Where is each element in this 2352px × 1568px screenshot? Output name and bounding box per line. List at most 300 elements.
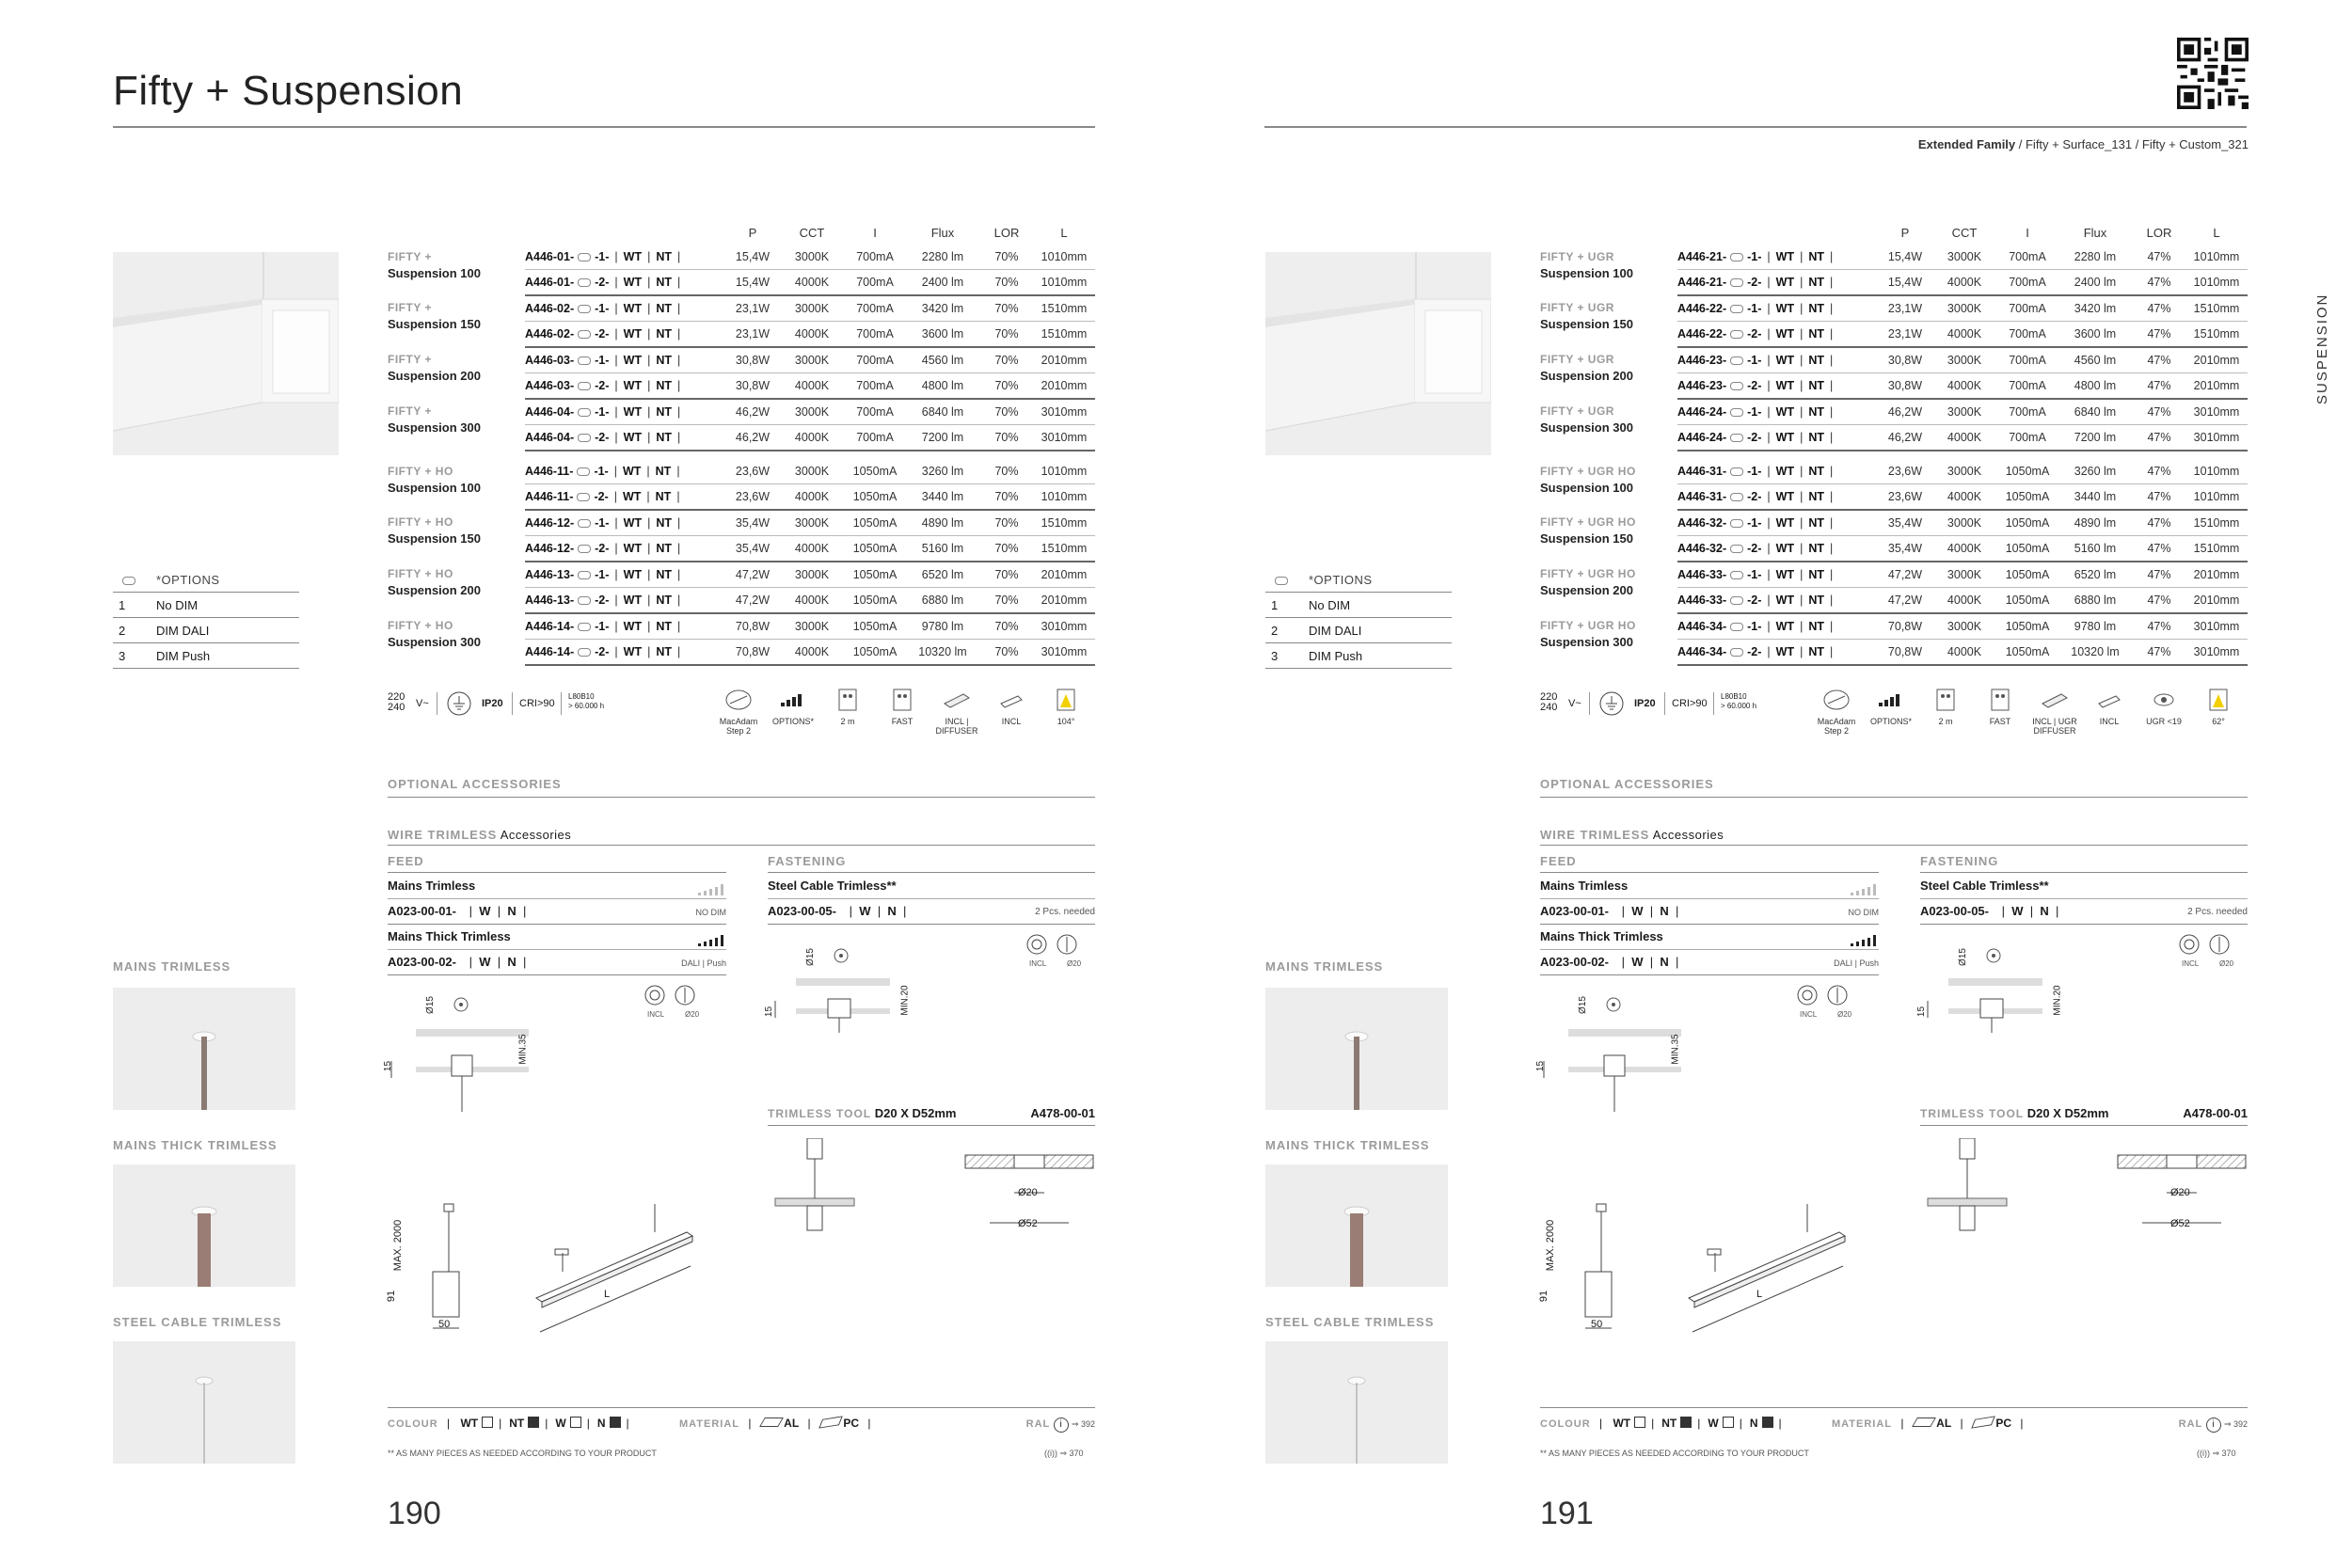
trimless-tool-item[interactable]: TRIMLESS TOOL D20 X D52mm A478-00-01 — [1920, 1106, 2248, 1120]
cell-l: 3010mm — [2185, 640, 2248, 666]
cell-flux: 10320 lm — [2058, 640, 2133, 666]
macadam-icon-glyph — [724, 689, 753, 711]
options-icon — [578, 278, 591, 287]
lifetime: L80B10 > 60.000 h — [1721, 692, 1757, 710]
mains-thick-trimless-item[interactable]: Mains Thick Trimless — [388, 929, 726, 943]
product-name: FIFTY + HO Suspension 150 — [388, 515, 481, 546]
product-code: A446-11- -1- | WT | NT | — [525, 459, 726, 484]
cell-p: 23,1W — [726, 322, 779, 348]
product-code: A446-31- -1- | WT | NT | — [1677, 459, 1879, 484]
product-code: A446-12- -1- | WT | NT | — [525, 510, 726, 536]
cell-lor: 70% — [980, 640, 1033, 666]
options-icon-glyph — [779, 689, 807, 711]
ip-rating: IP20 — [482, 698, 503, 709]
wire-trimless-heading: WIRE TRIMLESS Accessories — [388, 828, 572, 842]
options-icon — [578, 596, 591, 605]
ral-reference[interactable]: RAL i ⇒ 392 — [2179, 1417, 2248, 1433]
cell-lor: 47% — [2133, 459, 2185, 484]
steel-cable-trimless-photo — [1265, 1341, 1448, 1464]
colour-option[interactable]: NT | — [1661, 1417, 1701, 1430]
cell-flux: 4800 lm — [2058, 373, 2133, 400]
cell-l: 3010mm — [1033, 399, 1095, 425]
options-icon — [1730, 408, 1743, 417]
cell-flux: 4800 lm — [905, 373, 980, 400]
cell-l: 2010mm — [1033, 588, 1095, 614]
colour-swatch — [610, 1417, 621, 1428]
extended-family-links[interactable]: / Fifty + Surface_131 / Fifty + Custom_321 — [2015, 137, 2249, 151]
cell-p: 23,1W — [1879, 322, 1931, 348]
cell-lor: 70% — [980, 295, 1033, 322]
product-code: A446-04- -2- | WT | NT | — [525, 425, 726, 451]
cell-lor: 47% — [2133, 510, 2185, 536]
options-icon — [122, 577, 135, 585]
spec-table — [1540, 220, 2248, 666]
column-header: P — [1900, 225, 1910, 240]
table-row[interactable] — [388, 459, 1095, 484]
cell-lor: 70% — [980, 588, 1033, 614]
product-name: FIFTY + UGR HO Suspension 300 — [1540, 619, 1636, 649]
cell-l: 2010mm — [1033, 347, 1095, 373]
product-name: FIFTY + UGR Suspension 300 — [1540, 404, 1633, 435]
column-header: LOR — [2146, 225, 2172, 240]
cell-cct: 3000K — [1931, 347, 1997, 373]
table-row[interactable] — [1540, 245, 2248, 270]
spec-icons — [1540, 689, 2248, 745]
diffuser-icon: INCL | DIFFUSER — [931, 689, 982, 736]
options-icon — [1275, 577, 1288, 585]
options-icon — [578, 356, 591, 365]
page-title: Fifty + Suspension — [113, 68, 464, 114]
cell-cct: 3000K — [779, 459, 845, 484]
cable-icon-glyph — [1931, 689, 1960, 711]
cell-p: 15,4W — [726, 270, 779, 296]
product-code: A446-01- -2- | WT | NT | — [525, 270, 726, 296]
incl-d20-icons — [2176, 933, 2233, 961]
class1-ground-icon — [1598, 690, 1625, 717]
diffuser-icon-glyph — [2041, 689, 2069, 711]
cell-cct: 3000K — [1931, 613, 1997, 640]
cell-p: 35,4W — [1879, 510, 1931, 536]
cell-p: 46,2W — [1879, 399, 1931, 425]
trimless-tool-item[interactable]: TRIMLESS TOOL D20 X D52mm A478-00-01 — [768, 1106, 1095, 1120]
cell-flux: 2280 lm — [905, 245, 980, 270]
product-name: FIFTY + HO Suspension 200 — [388, 567, 481, 597]
cell-flux: 7200 lm — [905, 425, 980, 451]
cell-flux: 7200 lm — [2058, 425, 2133, 451]
product-code: A446-23- -1- | WT | NT | — [1677, 347, 1879, 373]
cell-i: 1050mA — [1997, 510, 2058, 536]
cell-lor: 47% — [2133, 613, 2185, 640]
cell-i: 700mA — [1997, 322, 2058, 348]
cell-lor: 70% — [980, 270, 1033, 296]
cell-flux: 4890 lm — [2058, 510, 2133, 536]
table-row[interactable] — [388, 399, 1095, 425]
cell-p: 23,6W — [726, 484, 779, 511]
options-table — [113, 567, 299, 669]
cell-l: 1010mm — [2185, 484, 2248, 511]
cell-lor: 70% — [980, 399, 1033, 425]
cell-p: 70,8W — [1879, 613, 1931, 640]
cell-cct: 3000K — [779, 399, 845, 425]
cell-lor: 70% — [980, 459, 1033, 484]
cell-flux: 9780 lm — [905, 613, 980, 640]
column-header: CCT — [799, 225, 825, 240]
cell-i: 1050mA — [845, 640, 905, 666]
cell-i: 1050mA — [845, 484, 905, 511]
cell-l: 3010mm — [2185, 425, 2248, 451]
product-photo — [113, 252, 339, 455]
diffuser-icon-glyph — [943, 689, 971, 711]
cell-i: 1050mA — [845, 562, 905, 588]
colour-swatch — [570, 1417, 581, 1428]
cell-cct: 3000K — [779, 613, 845, 640]
luminaire-perspective-drawing — [1685, 1200, 1854, 1341]
footer-note: ** AS MANY PIECES AS NEEDED ACCORDING TO YOUR PRODUCT — [1540, 1449, 1809, 1458]
option-row: 2 DIM DALI — [113, 618, 299, 643]
luminaire-image — [113, 252, 339, 455]
cell-p: 35,4W — [1879, 536, 1931, 562]
colour-option[interactable]: W | — [555, 1417, 590, 1430]
footer-ref[interactable]: ((i)) ⇒ 370 — [1044, 1449, 1084, 1458]
cell-i: 1050mA — [1997, 640, 2058, 666]
optional-accessories-heading: OPTIONAL ACCESSORIES — [388, 777, 562, 791]
cell-p: 30,8W — [1879, 373, 1931, 400]
footer-colour-material: COLOUR | WT | NT | W | N | MATERIAL | AL | PC | RAL i ⇒ 392 — [388, 1417, 1095, 1437]
product-code: A446-34- -2- | WT | NT | — [1677, 640, 1879, 666]
product-code: A446-32- -2- | WT | NT | — [1677, 536, 1879, 562]
cell-p: 23,6W — [726, 459, 779, 484]
cell-lor: 47% — [2133, 245, 2185, 270]
cell-i: 1050mA — [1997, 536, 2058, 562]
cell-p: 46,2W — [726, 399, 779, 425]
cell-l: 1010mm — [1033, 245, 1095, 270]
cell-flux: 4890 lm — [905, 510, 980, 536]
cell-i: 700mA — [1997, 373, 2058, 400]
column-header: LOR — [993, 225, 1020, 240]
mains-thick-trimless-photo — [1265, 1164, 1448, 1287]
product-code: A446-33- -2- | WT | NT | — [1677, 588, 1879, 614]
table-row[interactable] — [1540, 613, 2248, 640]
mains-trimless-item[interactable]: Mains Trimless — [388, 879, 726, 893]
beam-icon: 62° — [2193, 689, 2244, 726]
cell-p: 35,4W — [726, 536, 779, 562]
cell-l: 2010mm — [1033, 562, 1095, 588]
product-code: A446-31- -2- | WT | NT | — [1677, 484, 1879, 511]
cell-cct: 3000K — [779, 245, 845, 270]
column-header: Flux — [930, 225, 955, 240]
cell-cct: 3000K — [1931, 562, 1997, 588]
product-name: FIFTY + Suspension 300 — [388, 404, 481, 435]
table-row[interactable] — [1540, 510, 2248, 536]
table-row[interactable] — [388, 245, 1095, 270]
cell-flux: 3420 lm — [905, 295, 980, 322]
cell-cct: 4000K — [779, 322, 845, 348]
cell-l: 1010mm — [2185, 245, 2248, 270]
table-row[interactable] — [1540, 399, 2248, 425]
cell-lor: 70% — [980, 510, 1033, 536]
cell-i: 1050mA — [845, 536, 905, 562]
product-name: FIFTY + Suspension 150 — [388, 301, 481, 331]
mains-thick-trimless-photo — [113, 1164, 295, 1287]
options-icon — [1730, 467, 1743, 476]
cell-flux: 3420 lm — [2058, 295, 2133, 322]
cell-l: 1510mm — [1033, 322, 1095, 348]
voltage-symbol: V~ — [1568, 698, 1581, 709]
cell-flux: 2280 lm — [2058, 245, 2133, 270]
cell-cct: 3000K — [1931, 295, 1997, 322]
driver-icon: INCL — [2084, 689, 2135, 726]
table-row[interactable] — [388, 347, 1095, 373]
cell-flux: 3260 lm — [2058, 459, 2133, 484]
product-code: A446-01- -1- | WT | NT | — [525, 245, 726, 270]
options-icon — [1730, 382, 1743, 390]
table-row[interactable] — [1540, 347, 2248, 373]
cell-l: 2010mm — [2185, 588, 2248, 614]
column-header: L — [2213, 225, 2220, 240]
cell-i: 1050mA — [1997, 562, 2058, 588]
options-icon — [578, 545, 591, 553]
product-name: FIFTY + Suspension 100 — [388, 250, 481, 280]
cell-l: 1510mm — [1033, 295, 1095, 322]
options-icon — [1730, 545, 1743, 553]
cell-i: 1050mA — [845, 588, 905, 614]
signal-bars-icon — [1851, 884, 1877, 895]
product-code: A446-13- -2- | WT | NT | — [525, 588, 726, 614]
cell-p: 47,2W — [726, 562, 779, 588]
pendant-dimension-drawing — [1566, 1200, 1661, 1341]
options-icon: OPTIONS* — [1866, 689, 1916, 726]
cell-flux: 2400 lm — [905, 270, 980, 296]
options-header: *OPTIONS — [113, 567, 299, 593]
cell-p: 47,2W — [1879, 562, 1931, 588]
cell-cct: 4000K — [1931, 536, 1997, 562]
cell-flux: 4560 lm — [905, 347, 980, 373]
cell-flux: 9780 lm — [2058, 613, 2133, 640]
cell-l: 1010mm — [1033, 459, 1095, 484]
colour-option[interactable]: NT | — [509, 1417, 548, 1430]
colour-option[interactable]: N | — [596, 1417, 629, 1430]
product-code: A446-02- -1- | WT | NT | — [525, 295, 726, 322]
product-code: A446-12- -2- | WT | NT | — [525, 536, 726, 562]
cell-i: 1050mA — [845, 613, 905, 640]
driver-icon-glyph — [2095, 689, 2123, 711]
cell-l: 2010mm — [2185, 562, 2248, 588]
page-number: 191 — [1540, 1496, 1594, 1531]
mains-trimless-item[interactable]: Mains Trimless — [1540, 879, 1879, 893]
cell-i: 1050mA — [1997, 588, 2058, 614]
product-name: FIFTY + Suspension 200 — [388, 353, 481, 383]
cell-p: 30,8W — [1879, 347, 1931, 373]
cell-cct: 4000K — [779, 373, 845, 400]
colour-swatch — [1634, 1417, 1645, 1428]
cell-flux: 6840 lm — [2058, 399, 2133, 425]
cell-i: 1050mA — [1997, 613, 2058, 640]
product-name: FIFTY + HO Suspension 300 — [388, 619, 481, 649]
macadam-icon-glyph — [1822, 689, 1851, 711]
class1-ground-icon — [446, 690, 472, 717]
mains-trimless-photo — [1265, 988, 1448, 1110]
cell-l: 1510mm — [2185, 510, 2248, 536]
pendant-dimension-drawing — [414, 1200, 508, 1341]
table-row[interactable] — [388, 510, 1095, 536]
cell-lor: 47% — [2133, 322, 2185, 348]
cell-l: 1010mm — [1033, 270, 1095, 296]
column-header: I — [2026, 225, 2029, 240]
table-row[interactable] — [388, 295, 1095, 322]
cell-cct: 3000K — [1931, 245, 1997, 270]
colour-option[interactable]: W | — [1708, 1417, 1742, 1430]
option-row: 3 DIM Push — [1265, 643, 1452, 669]
options-icon — [1730, 571, 1743, 579]
ral-reference[interactable]: RAL i ⇒ 392 — [1026, 1417, 1095, 1433]
luminaire-perspective-drawing — [532, 1200, 702, 1341]
macadam-icon: MacAdam Step 2 — [713, 689, 764, 736]
cell-i: 700mA — [1997, 399, 2058, 425]
colour-swatch — [1680, 1417, 1692, 1428]
cell-lor: 47% — [2133, 484, 2185, 511]
product-code: A446-02- -2- | WT | NT | — [525, 322, 726, 348]
options-icon — [578, 253, 591, 261]
voltage-symbol: V~ — [416, 698, 429, 709]
trimless-tool-drawing — [1918, 1138, 2022, 1242]
options-icon — [1730, 519, 1743, 528]
cell-i: 700mA — [1997, 425, 2058, 451]
steel-cable-trimless-item[interactable]: Steel Cable Trimless** — [768, 879, 897, 893]
wire-trimless-heading: WIRE TRIMLESS Accessories — [1540, 828, 1724, 842]
extended-family-label: Extended Family — [1917, 137, 2016, 151]
cell-cct: 4000K — [1931, 270, 1997, 296]
cell-lor: 70% — [980, 484, 1033, 511]
cell-l: 1510mm — [1033, 536, 1095, 562]
options-icon — [578, 408, 591, 417]
cell-cct: 3000K — [779, 562, 845, 588]
cable-icon-glyph — [834, 689, 862, 711]
cell-lor: 47% — [2133, 347, 2185, 373]
cell-i: 1050mA — [1997, 484, 2058, 511]
options-icon — [1730, 434, 1743, 442]
steel-cable-trimless-item[interactable]: Steel Cable Trimless** — [1920, 879, 2049, 893]
polycarbonate-icon — [1971, 1416, 1995, 1428]
table-row[interactable] — [1540, 459, 2248, 484]
mains-thick-trimless-code: A023-00-02- | W | N | DALI | Push — [1540, 955, 1879, 969]
cell-cct: 4000K — [779, 484, 845, 511]
options-header: *OPTIONS — [1265, 567, 1452, 593]
lifetime: L80B10 > 60.000 h — [568, 692, 605, 710]
options-icon — [1730, 356, 1743, 365]
cell-cct: 4000K — [1931, 484, 1997, 511]
cell-lor: 70% — [980, 245, 1033, 270]
ip-rating: IP20 — [1634, 698, 1656, 709]
trimless-tool-drawing — [766, 1138, 869, 1242]
colour-option[interactable]: WT | — [460, 1417, 502, 1430]
fast-icon-glyph — [1986, 689, 2014, 711]
cell-flux: 2400 lm — [2058, 270, 2133, 296]
cell-flux: 6840 lm — [905, 399, 980, 425]
spec-icons — [388, 689, 1095, 745]
page-right: *OPTIONS 1 No DIM 2 DIM DALI 3 DIM Push P CCT I Flux LOR L FIFTY + UGR Suspension 100 A446-21- -1- | WT | NT | 15,4W 3000K 700mA 2280 lm 47% 1010mm A446-21- -2- | WT | NT | 15,4W 4000K 700mA 2400 lm 47% 1010mm FIFTY + UGR Suspension 150 A446-22- -1- | WT | NT | 23,1W 3000K 700mA 3420 lm 47% 1510mm A446-22- -2- | WT | NT | 23,1W 4000K 700mA 3600 lm 47% 1510mm FIFTY + UGR Suspension 200 A446-23- -1- | WT | NT | 30,8W 3000K 700mA 4560 lm 47% 2010mm A446-23- -2- | WT | NT | 30,8W 4000K 700mA 4800 lm 47% 2010mm FIFTY + UGR Suspension 300 A446-24- -1- | WT | NT | 46,2W 3000K 700mA 6840 lm 47% 3010mm A446-24- -2- | WT | NT | 46,2W 4000K 700mA 7200 lm 47% 3010mm FIFTY + UGR HO Suspension 100 A446-31- -1- | WT | NT | 23,6W 3000K 1050mA 3260 lm 47% 1010mm A446-31- -2- | WT | NT | 23,6W 4000K 1050mA 3440 lm 47% 1010mm FIFTY + UGR HO Suspension 150 A446-32- -1- | WT | NT | 35,4W 3000K 1050mA 4890 lm 47% 1510mm A446-32- -2- | WT | NT | 35,4W 4000K 1050mA 5160 lm 47% 1510mm FIFTY + UGR HO Suspension 200 A446-33- -1- | WT | NT | 47,2W 3000K 1050mA 6520 lm 47% 2010mm A446-33- -2- | WT | NT | 47,2W 4000K 1050mA 6880 lm 47% 2010mm FIFTY + UGR HO Suspension 300 A446-34- -1- | WT | NT | 70,8W 3000K 1050mA 9780 lm 47% 3010mm A446-34- -2- | WT | NT | 70,8W 4000K 1050mA 10320 lm 47% 3010mm 220 240 V~ IP20 CRI>90 L80B10 > 60.000 h MacAdam Step 2 OPTIONS* 2 m FAST INCL | UGR DIFFUSER INCL UGR <19 62° OPTIONAL ACCESSORIES WIRE TRIMLESS Accessories FEED FASTENING Mains Trimless A023-00-01- | W | N | NO DIM Mains Thick Trimless A023-00-02- | W | N | DALI | Push Steel Cable Trimless** A023-00-05- | W | N | 2 Pcs. needed INCL Ø20 INCL Ø20 Ø15 15 MIN.35 Ø15 15 MIN.20 TRIMLESS TOOL D20 X D52mm A478-00-01 Ø20 Ø52 MAX. 2000 91 50 L MAINS TRIMLESS MAINS THICK TRIMLESS STEEL CABLE TRIMLESS COLOUR | WT | NT | W | N | MATERIAL | AL | PC | RAL i ⇒ 392 ** AS MANY PIECES AS NEEDED ACCORDING TO YOUR PRODUCT ((i)) ⇒ 370 191 — [1152, 0, 2328, 1568]
column-header: CCT — [1951, 225, 1978, 240]
cell-l: 1510mm — [1033, 510, 1095, 536]
cell-i: 1050mA — [845, 459, 905, 484]
cell-p: 46,2W — [1879, 425, 1931, 451]
cell-cct: 4000K — [779, 640, 845, 666]
fastening-heading: FASTENING — [1920, 854, 1999, 868]
colour-swatch — [1762, 1417, 1773, 1428]
cell-cct: 4000K — [1931, 322, 1997, 348]
cell-l: 3010mm — [2185, 399, 2248, 425]
column-header: L — [1060, 225, 1068, 240]
section-tab-suspension[interactable]: SUSPENSION — [2314, 293, 2330, 404]
product-code: A446-14- -1- | WT | NT | — [525, 613, 726, 640]
column-header: P — [748, 225, 757, 240]
cell-flux: 3440 lm — [905, 484, 980, 511]
product-code: A446-24- -1- | WT | NT | — [1677, 399, 1879, 425]
product-code: A446-23- -2- | WT | NT | — [1677, 373, 1879, 400]
cell-l: 1510mm — [2185, 295, 2248, 322]
cell-l: 1010mm — [2185, 270, 2248, 296]
cell-cct: 3000K — [779, 295, 845, 322]
product-code: A446-03- -2- | WT | NT | — [525, 373, 726, 400]
cell-l: 2010mm — [2185, 373, 2248, 400]
colour-option[interactable]: N | — [1749, 1417, 1782, 1430]
options-icon — [1730, 253, 1743, 261]
cell-flux: 3440 lm — [2058, 484, 2133, 511]
product-code: A446-22- -2- | WT | NT | — [1677, 322, 1879, 348]
table-row[interactable] — [1540, 295, 2248, 322]
cell-i: 700mA — [845, 399, 905, 425]
cell-flux: 5160 lm — [905, 536, 980, 562]
driver-icon: INCL — [986, 689, 1037, 726]
steel-cable-trimless-label: STEEL CABLE TRIMLESS — [1265, 1315, 1435, 1329]
cell-flux: 6880 lm — [905, 588, 980, 614]
cell-lor: 70% — [980, 536, 1033, 562]
option-row: 1 No DIM — [113, 593, 299, 618]
cell-lor: 47% — [2133, 588, 2185, 614]
table-row[interactable] — [1540, 562, 2248, 588]
colour-swatch — [528, 1417, 539, 1428]
option-row: 3 DIM Push — [113, 643, 299, 669]
cell-i: 700mA — [845, 373, 905, 400]
cell-p: 35,4W — [726, 510, 779, 536]
table-row[interactable] — [388, 613, 1095, 640]
option-row: 1 No DIM — [1265, 593, 1452, 618]
product-code: A446-14- -2- | WT | NT | — [525, 640, 726, 666]
cell-flux: 3260 lm — [905, 459, 980, 484]
product-code: A446-04- -1- | WT | NT | — [525, 399, 726, 425]
page-number: 190 — [388, 1496, 441, 1531]
polycarbonate-icon — [818, 1416, 843, 1428]
cri: CRI>90 — [1672, 698, 1708, 709]
cell-lor: 70% — [980, 373, 1033, 400]
options-icon-glyph — [1877, 689, 1905, 711]
options-icon — [578, 434, 591, 442]
cell-cct: 3000K — [779, 347, 845, 373]
options-icon — [578, 382, 591, 390]
colour-option[interactable]: WT | — [1613, 1417, 1655, 1430]
footer-ref[interactable]: ((i)) ⇒ 370 — [2197, 1449, 2236, 1458]
signal-bars-dark-icon — [1851, 935, 1877, 946]
cell-i: 700mA — [1997, 245, 2058, 270]
cell-l: 2010mm — [2185, 347, 2248, 373]
steel-cable-trimless-label: STEEL CABLE TRIMLESS — [113, 1315, 282, 1329]
product-code: A446-34- -1- | WT | NT | — [1677, 613, 1879, 640]
table-row[interactable] — [388, 562, 1095, 588]
options-icon — [1730, 493, 1743, 501]
colour-swatch — [1723, 1417, 1734, 1428]
options-table — [1265, 567, 1452, 669]
mains-thick-trimless-item[interactable]: Mains Thick Trimless — [1540, 929, 1879, 943]
cell-p: 23,6W — [1879, 484, 1931, 511]
